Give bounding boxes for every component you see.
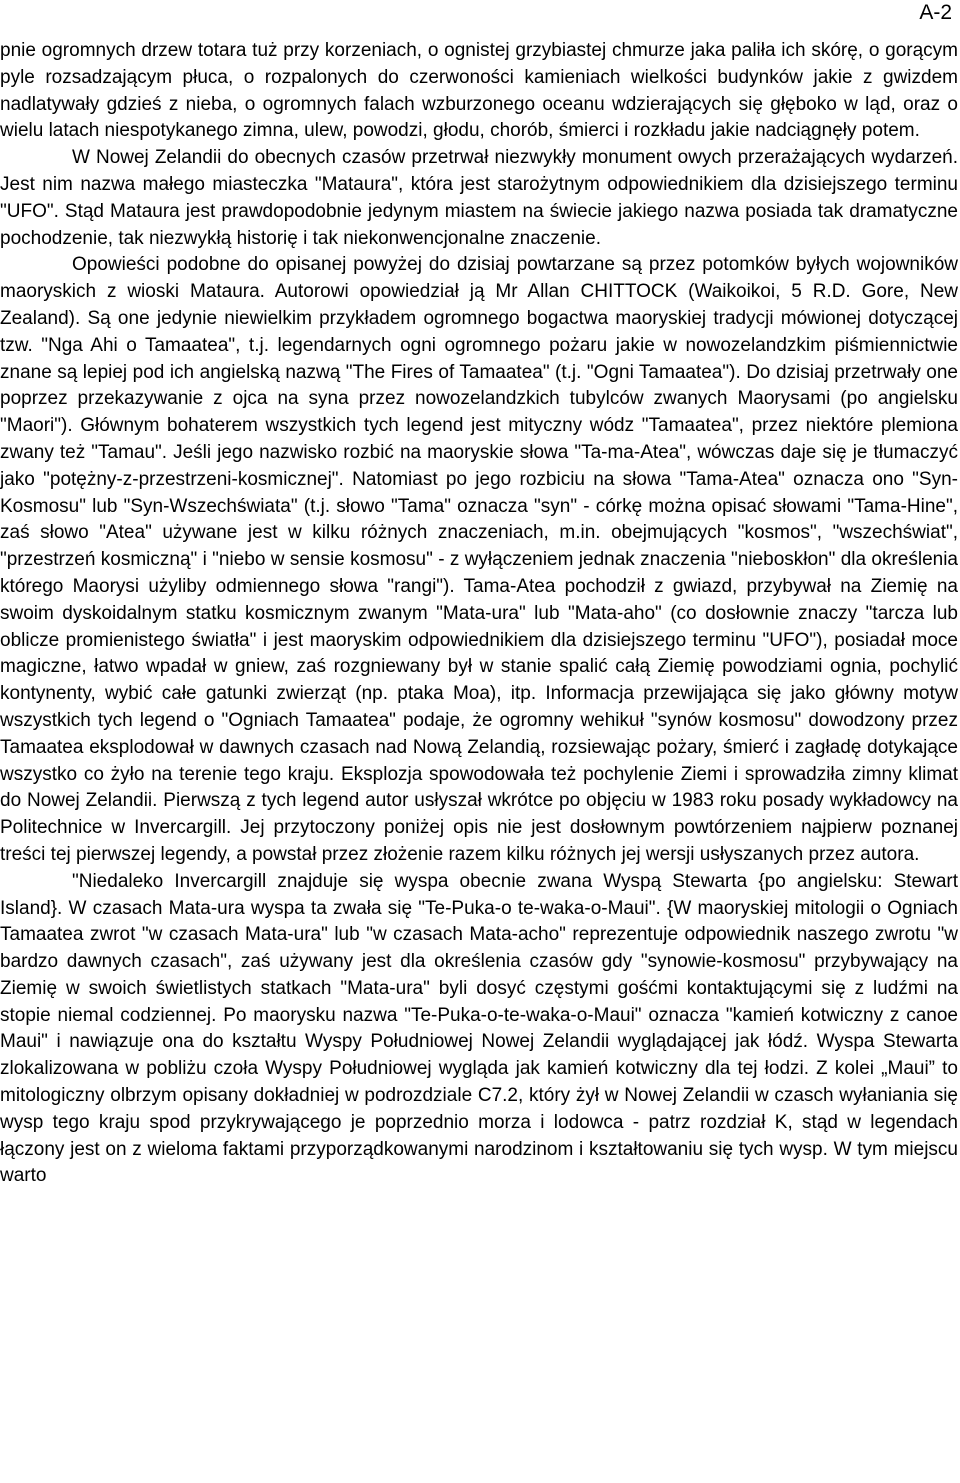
paragraph-2: W Nowej Zelandii do obecnych czasów przetrwał niezwykły monument owych przerażających wydarzeń. Jest nim nazwa małego miasteczka "Mataura", która jest starożytnym odpowiednikiem dla dzisiejszego terminu "UFO". Stąd Mataura jest prawdopodobnie jedynym miastem na świecie jakiego nazwa posiada tak dramatyczne pochodzenie, tak niezwykłą historię i tak niekonwencjonalne znaczenie. [0, 147, 958, 249]
paragraph-1: pnie ogromnych drzew totara tuż przy korzeniach, o ognistej grzybiastej chmurze jaka paliła ich skórę, o gorącym pyle rozsadzającym płuca, o rozpalonych do czerwoności kamieniach wielkości budynków jakie z gwizdem nadlatywały gdzieś z nieba, o ogromnych falach wzburzonego oceanu wdzierających się głęboko w ląd, oraz o wielu latach niespotykanego zimna, ulew, powodzi, głodu, chorób, śmierci i rozkładu jakie nadciągnęły potem. [0, 40, 958, 142]
page-number: A-2 [919, 1, 952, 24]
paragraph-3: Opowieści podobne do opisanej powyżej do dzisiaj powtarzane są przez potomków byłych wojowników maoryskich z wioski Mataura. Autorowi opowiedział ją Mr Allan CHITTOCK (Waikoikoi, 5 R.D. Gore, New Zealand). Są one jedynie niewielkim przykładem ogromnego bogactwa maoryskiej tradycji mówionej dotyczącej tzw. "Nga Ahi o Tamaatea", t.j. legendarnych ogni ogromnego pożaru jakie w nowozelandzkim piśmiennictwie znane są lepiej pod ich angielską nazwą "The Fires of Tamaatea" (t.j. "Ogni Tamaatea"). Do dzisiaj przetrwały one poprzez przekazywanie z ojca na syna przez nowozelandzkich tubylców zwanych Maorysami (po angielsku "Maori"). Głównym bohaterem wszystkich tych legend jest mityczny wódz "Tamaatea", przez niektóre plemiona zwany też "Tamau". Jeśli jego nazwisko rozbić na maoryskie słowa "Ta-ma-Atea", wówczas daje się je tłumaczyć jako "potężny-z-przestrzeni-kosmicznej". Natomiast po jego rozbiciu na słowa "Tama-Atea" oznacza ono "Syn-Kosmosu" lub "Syn-Wszechświata" (t.j. słowo "Tama" oznacza "syn" - córkę można opisać słowami "Tama-Hine", zaś słowo "Atea" używane jest w kilku różnych znaczeniach, m.in. obejmujących "kosmos", "wszechświat", "przestrzeń kosmiczną" i "niebo w sensie kosmosu" - z wyłączeniem jednak znaczenia "nieboskłon" dla określenia którego Maorysi użyliby odmiennego słowa "rangi"). Tama-Atea pochodził z gwiazd, przybywał na Ziemię na swoim dyskoidalnym statku kosmicznym zwanym "Mata-ura" lub "Mata-aho" (co dosłownie znaczy "tarcza lub oblicze promienistego światła" i jest maoryskim odpowiednikiem dla dzisiejszego terminu "UFO"), posiadał moce magiczne, łatwo wpadał w gniew, zaś rozgniewany był w stanie spalić całą Ziemię powodziami ognia, pochylić kontynenty, wybić całe gatunki zwierząt (np. ptaka Moa), itp. Informacja przewijająca się jako główny motyw wszystkich tych legend o "Ogniach Tamaatea" podaje, że ogromny wehikuł "synów kosmosu" dowodzony przez Tamaatea eksplodował w dawnych czasach nad Nową Zelandią, rozsiewając pożary, śmierć i zagładę dotykające wszystko co żyło na terenie tego kraju. Eksplozja spowodowała też pochylenie Ziemi i sprowadziła zimny klimat do Nowej Zelandii. Pierwszą z tych legend autor usłyszał wkrótce po objęciu w 1983 roku posady wykładowcy na Politechnice w Invercargill. Jej przytoczony poniżej opis nie jest dosłownym powtórzeniem najpierw poznanej treści tej pierwszej legendy, a powstał przez złożenie razem kilku różnych jej wersji usłyszanych przez autora. [0, 254, 958, 865]
body-text [0, 38, 958, 1190]
paragraph-4: "Niedaleko Invercargill znajduje się wyspa obecnie zwana Wyspą Stewarta {po angielsku: Stewart Island}. W czasach Mata-ura wyspa ta zwała się "Te-Puka-o te-waka-o-Maui". {W maoryskiej mitologii o Ogniach Tamaatea zwrot "w czasach Mata-ura" lub "w czasach Mata-acho" reprezentuje odpowiednik naszego zwrotu "w bardzo dawnych czasach", zaś używany jest dla określenia czasów gdy "synowie-kosmosu" przybywający na Ziemię w swoich świetlistych statkach "Mata-ura" byli dosyć częstymi gośćmi kontaktującymi się z ludźmi na stopie niemal codziennej. Po maorysku nazwa "Te-Puka-o-te-waka-o-Maui" oznacza "kamień kotwiczny z canoe Maui" i nawiązuje ona do kształtu Wyspy Południowej Nowej Zelandii wyglądającej jak łódź. Wyspa Stewarta zlokalizowana w pobliżu czoła Wyspy Południowej wygląda jak kamień kotwiczny dla tej łodzi. Z kolei „Maui” to mitologiczny olbrzym opisany dokładniej w podrozdziale C7.2, który żył w Nowej Zelandii w czasch wyłaniania się wysp tego kraju spod przykrywającego je poprzednio morza i lodowca - patrz rozdział K, stąd w legendach łączony jest on z wieloma faktami przyporządkowanymi narodzinom i kształtowaniu się tych wysp. W tym miejscu warto [0, 870, 958, 1187]
